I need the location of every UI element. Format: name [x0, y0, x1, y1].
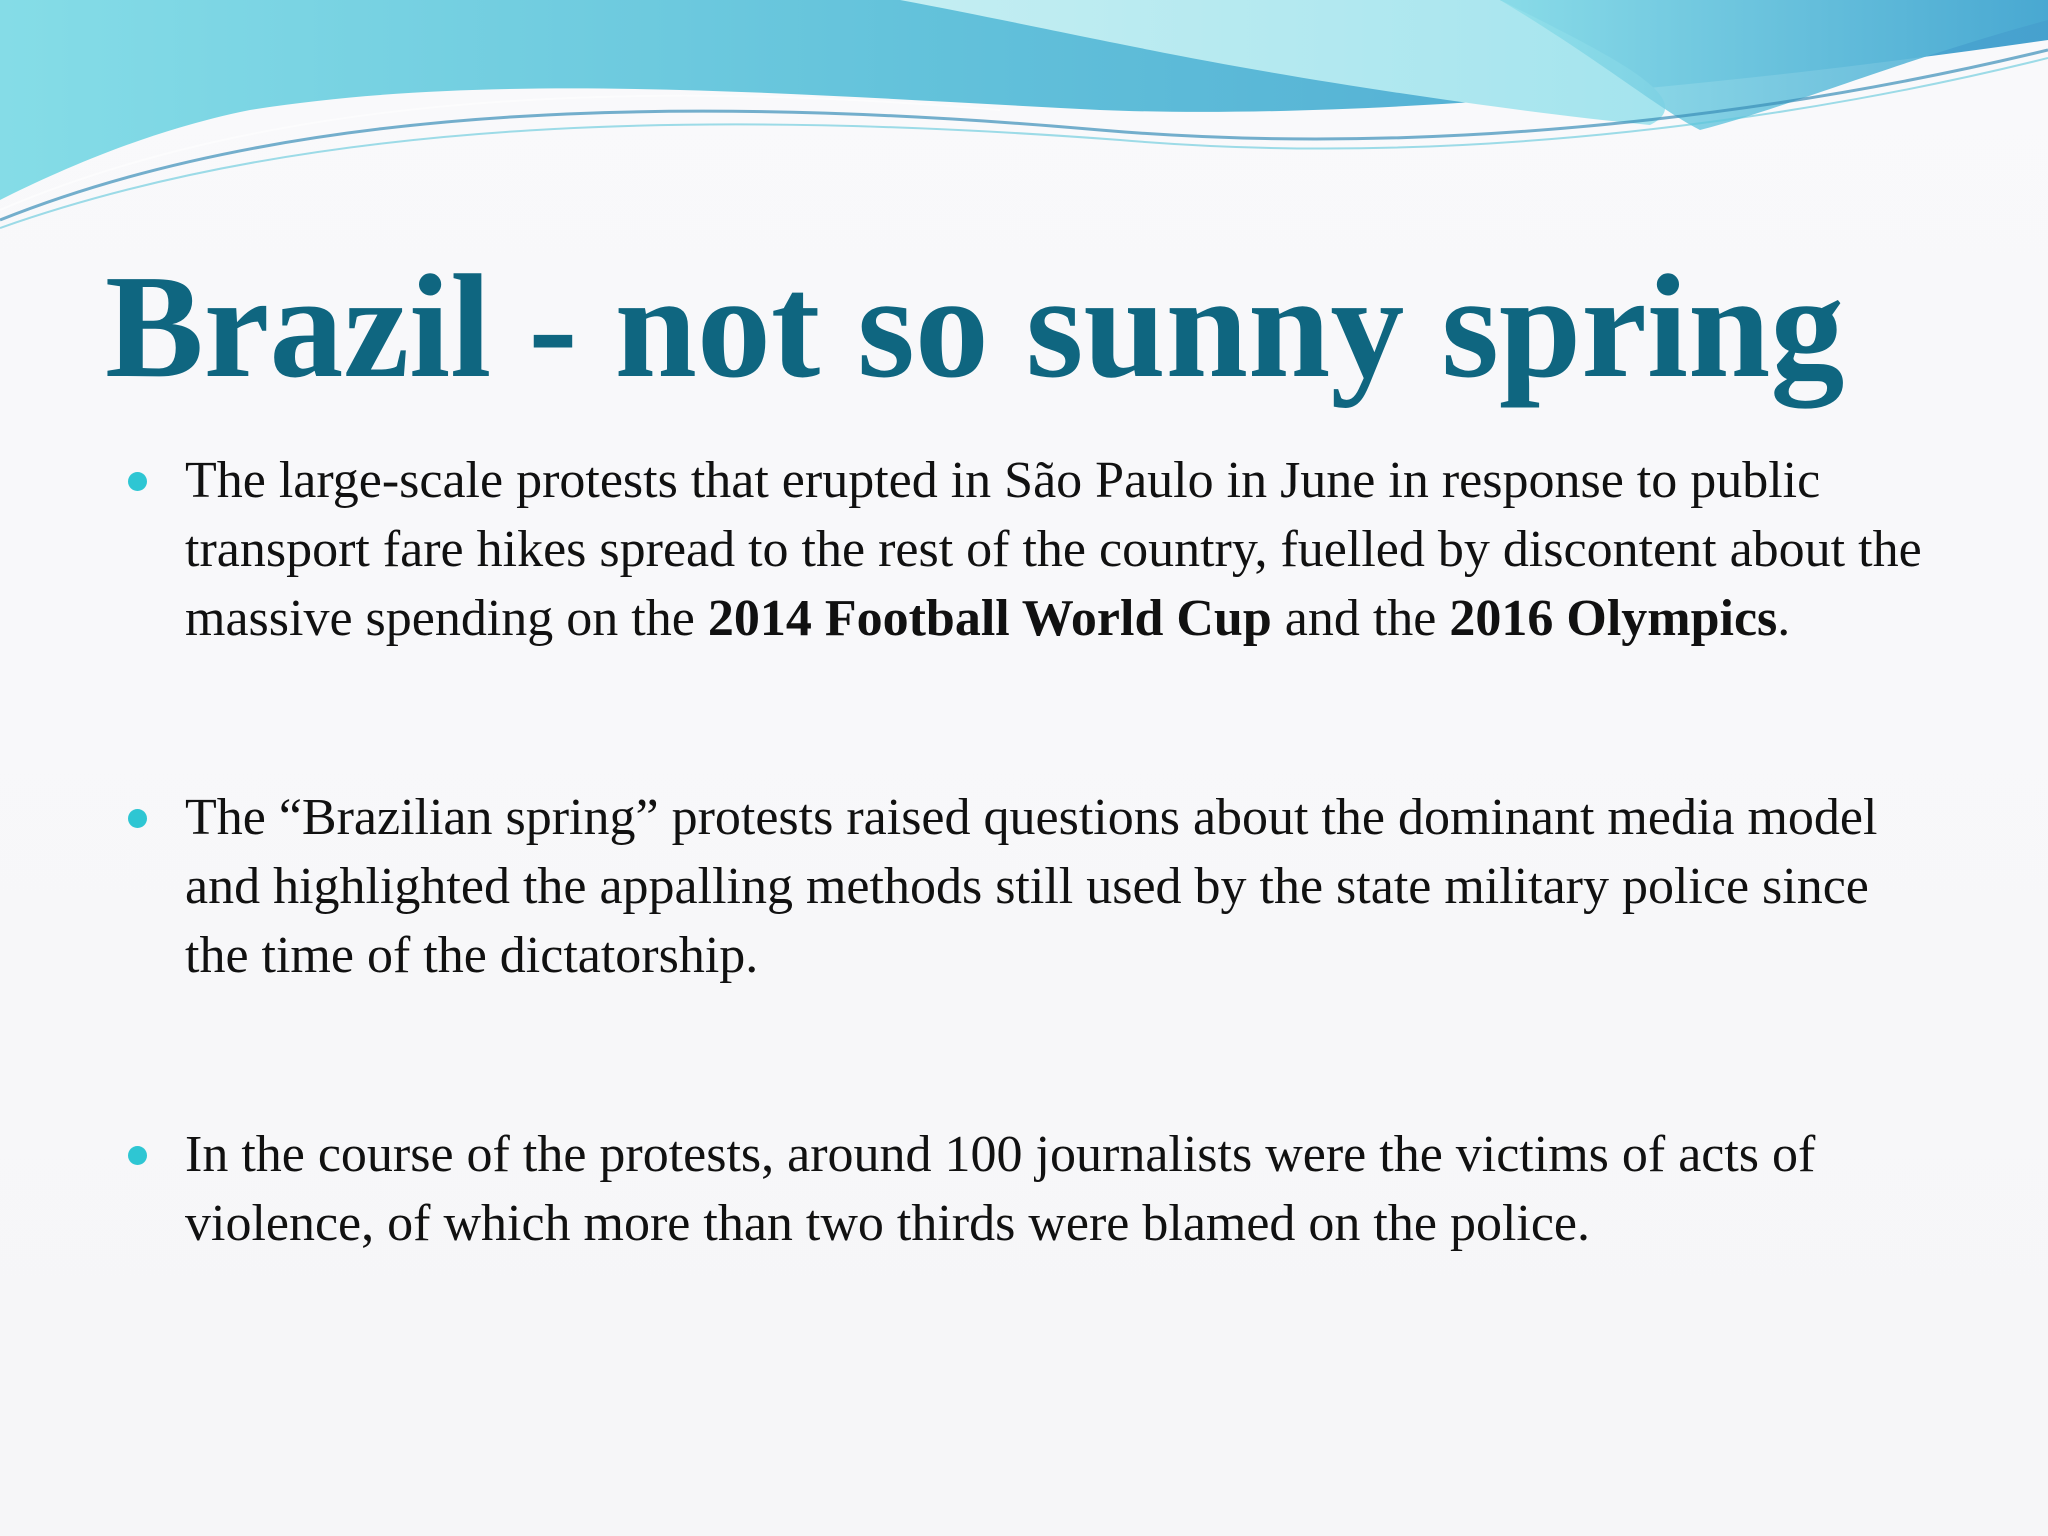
bullet-dot-icon: [128, 809, 147, 828]
bullet-list: [124, 446, 1924, 1258]
bold-text-olympics: 2016 Olympics: [1449, 590, 1778, 647]
bullet-text: [185, 452, 1922, 647]
bold-text-world-cup: 2014 Football World Cup: [707, 590, 1272, 647]
bullet-item-journalists: [124, 1120, 1924, 1258]
bullet-text-part: and the: [1271, 590, 1450, 647]
bullet-text-part: The large-scale protests that erupted in São Paulo in June in response to public transport fare hikes spread to the rest of the country, fuelled by discontent about the massive spending on the: [185, 452, 1922, 647]
bullet-dot-icon: [128, 472, 147, 491]
bullet-text: The “Brazilian spring” protests raised questions about the dominant media model and highlighted the appalling methods still used by the state military police since the time of the dictatorship.: [185, 789, 1878, 984]
slide-title: Brazil - not so sunny spring: [105, 245, 1845, 409]
wave-header-decoration: [0, 0, 2048, 240]
bullet-dot-icon: [128, 1146, 147, 1165]
bullet-item-protests-spread: [124, 446, 1924, 653]
bullet-item-brazilian-spring: [124, 783, 1924, 990]
bullet-text: In the course of the protests, around 100 journalists were the victims of acts of violence, of which more than two thirds were blamed on the police.: [185, 1126, 1816, 1252]
bullet-text-part: .: [1777, 590, 1791, 647]
